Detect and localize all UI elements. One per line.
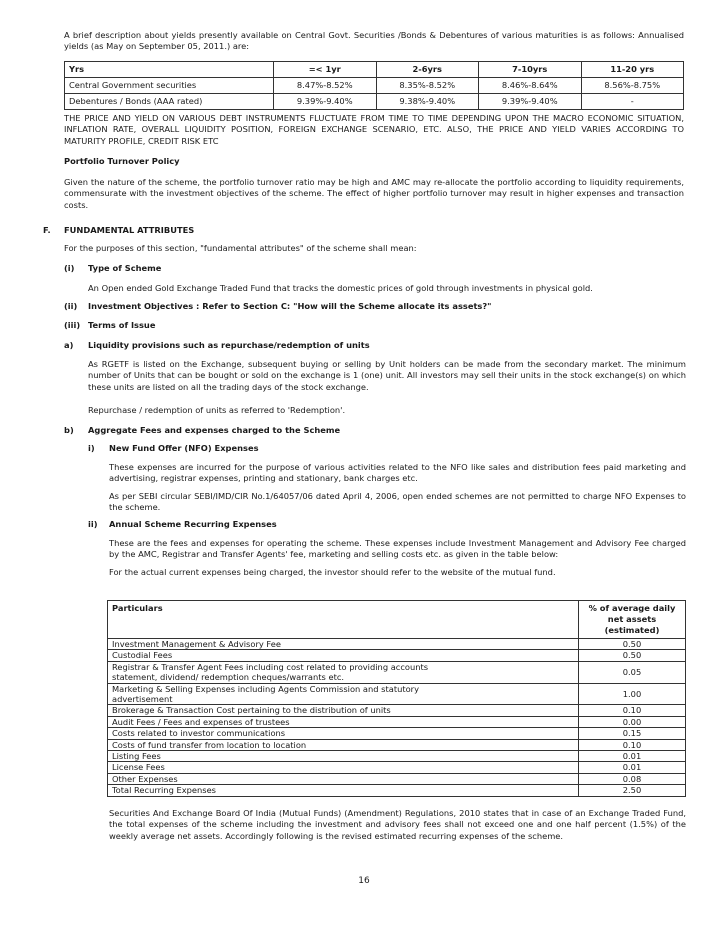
expense-particular: Investment Management & Advisory Fee [108,639,579,650]
turnover-text: Given the nature of the scheme, the portfolio turnover ratio may be high and AMC may re-allocate the portfolio according to liquidity requirements, commensurate with the investment objectives of the scheme. The effect of higher portfolio turnover may result in higher expenses and transaction costs. [64,177,684,210]
turnover-heading: Portfolio Turnover Policy [64,156,180,166]
item-iii-title: Terms of Issue [88,320,156,330]
yield-cell: 9.39%-9.40% [479,94,582,110]
item-ii-number: (ii) [64,301,78,311]
expense-header-percent: % of average daily net assets (estimated) [579,601,686,639]
expense-particular: Costs related to investor communications [108,728,579,739]
item-b-number: b) [64,425,74,435]
yield-cell: 9.38%-9.40% [376,94,479,110]
section-letter: F. [43,225,51,235]
item-i-number: (i) [64,263,75,273]
item-i-text: An Open ended Gold Exchange Traded Fund that tracks the domestic prices of gold through investments in physical gold. [88,283,593,293]
yield-cell: 8.56%-8.75% [581,78,684,94]
expense-table [107,600,686,797]
item-a-text-2: Repurchase / redemption of units as referred to 'Redemption'. [88,405,346,415]
yield-cell: 8.47%-8.52% [274,78,377,94]
expense-row [108,785,686,796]
item-ii-title: Investment Objectives : Refer to Section C: "How will the Scheme allocate its assets?" [88,301,492,311]
expense-particular: Brokerage & Transaction Cost pertaining to the distribution of units [108,705,579,716]
yield-header-row [65,62,684,78]
expense-percent: 0.15 [579,728,686,739]
yield-row [65,94,684,110]
expense-row [108,773,686,784]
section-intro: For the purposes of this section, "fundamental attributes" of the scheme shall mean: [64,243,417,253]
expense-particular: License Fees [108,762,579,773]
expense-percent: 0.50 [579,639,686,650]
expense-row [108,661,686,683]
page-number: 16 [358,876,370,886]
yield-header-cell: 2-6yrs [376,62,479,78]
yield-header-cell: 7-10yrs [479,62,582,78]
expense-row [108,683,686,705]
item-bii-text: These are the fees and expenses for operating the scheme. These expenses include Investment Management and Advisory Fee charged by the AMC, Registrar and Transfer Agents' fee, marketing and selling costs etc. as given in the table below: [109,538,686,560]
expense-row [108,762,686,773]
regulation-note: Securities And Exchange Board Of India (Mutual Funds) (Amendment) Regulations, 2010 states that in case of an Exchange Traded Fund, the total expenses of the scheme including the investment and advisory fees shall not exceed one and one half percent (1.5%) of the weekly average net assets. Accordingly following is the revised estimated recurring expenses of the scheme. [109,808,686,841]
item-bi-number: i) [88,443,95,453]
item-iii-number: (iii) [64,320,81,330]
expense-percent: 0.05 [579,661,686,683]
expense-row [108,751,686,762]
yield-cell: 8.35%-8.52% [376,78,479,94]
expense-percent: 0.01 [579,751,686,762]
expense-percent: 0.08 [579,773,686,784]
item-bii-title: Annual Scheme Recurring Expenses [109,519,277,529]
expense-percent: 0.50 [579,650,686,661]
expense-particular: Total Recurring Expenses [108,785,579,796]
expense-header-row [108,601,686,639]
expense-row [108,650,686,661]
yield-table [64,61,684,110]
yield-header-cell: Yrs [65,62,274,78]
expense-particular: Listing Fees [108,751,579,762]
expense-row [108,739,686,750]
item-bi-text-2: As per SEBI circular SEBI/IMD/CIR No.1/64057/06 dated April 4, 2006, open ended schemes are not permitted to charge NFO Expenses to the scheme. [109,491,686,513]
expense-row [108,716,686,727]
item-bii-text-2: For the actual current expenses being charged, the investor should refer to the website of the mutual fund. [109,567,556,577]
expense-percent: 0.10 [579,705,686,716]
expense-percent: 0.10 [579,739,686,750]
expense-percent: 1.00 [579,683,686,705]
yield-row [65,78,684,94]
caps-note: THE PRICE AND YIELD ON VARIOUS DEBT INSTRUMENTS FLUCTUATE FROM TIME TO TIME DEPENDING UPON THE MACRO ECONOMIC SITUATION, INFLATION RATE, OVERALL LIQUIDITY POSITION, FOREIGN EXCHANGE SCENARIO, ETC. ALSO, THE PRICE AND YIELD VARIES ACCORDING TO MATURITY PROFILE, CREDIT RISK ETC [64,113,684,146]
yield-cell: Central Government securities [65,78,274,94]
expense-row [108,639,686,650]
section-heading: FUNDAMENTAL ATTRIBUTES [64,225,195,235]
expense-particular: Custodial Fees [108,650,579,661]
item-bi-text: These expenses are incurred for the purpose of various activities related to the NFO like sales and distribution fees paid marketing and advertising, registrar expenses, printing and stationary, bank charges etc. [109,462,686,484]
yield-header-cell: =< 1yr [274,62,377,78]
yield-cell: 8.46%-8.64% [479,78,582,94]
yield-intro: A brief description about yields presently available on Central Govt. Securities /Bonds & Debentures of various maturities is as follows: Annualised yields (as May on September 05, 2011.) are: [64,30,684,52]
expense-particular: Marketing & Selling Expenses including Agents Commission and statutory advertisement [108,683,579,705]
expense-row [108,728,686,739]
expense-particular: Audit Fees / Fees and expenses of trustees [108,716,579,727]
expense-particular: Registrar & Transfer Agent Fees including cost related to providing accounts statement, dividend/ redemption cheques/warrants etc. [108,661,579,683]
yield-cell: 9.39%-9.40% [274,94,377,110]
yield-cell: - [581,94,684,110]
expense-row [108,705,686,716]
item-a-text: As RGETF is listed on the Exchange, subsequent buying or selling by Unit holders can be made from the secondary market. The minimum number of Units that can be bought or sold on the exchange is 1 (one) unit. All investors may sell their units in the stock exchange(s) on which these units are listed on all the trading days of the stock exchange. [88,359,686,392]
item-a-number: a) [64,340,74,350]
item-bii-number: ii) [88,519,98,529]
item-b-title: Aggregate Fees and expenses charged to the Scheme [88,425,341,435]
yield-header-cell: 11-20 yrs [581,62,684,78]
item-bi-title: New Fund Offer (NFO) Expenses [109,443,259,453]
expense-particular: Other Expenses [108,773,579,784]
expense-header-particulars: Particulars [108,601,579,639]
item-i-title: Type of Scheme [88,263,162,273]
expense-particular: Costs of fund transfer from location to location [108,739,579,750]
expense-percent: 2.50 [579,785,686,796]
expense-percent: 0.01 [579,762,686,773]
yield-cell: Debentures / Bonds (AAA rated) [65,94,274,110]
item-a-title: Liquidity provisions such as repurchase/redemption of units [88,340,370,350]
expense-percent: 0.00 [579,716,686,727]
